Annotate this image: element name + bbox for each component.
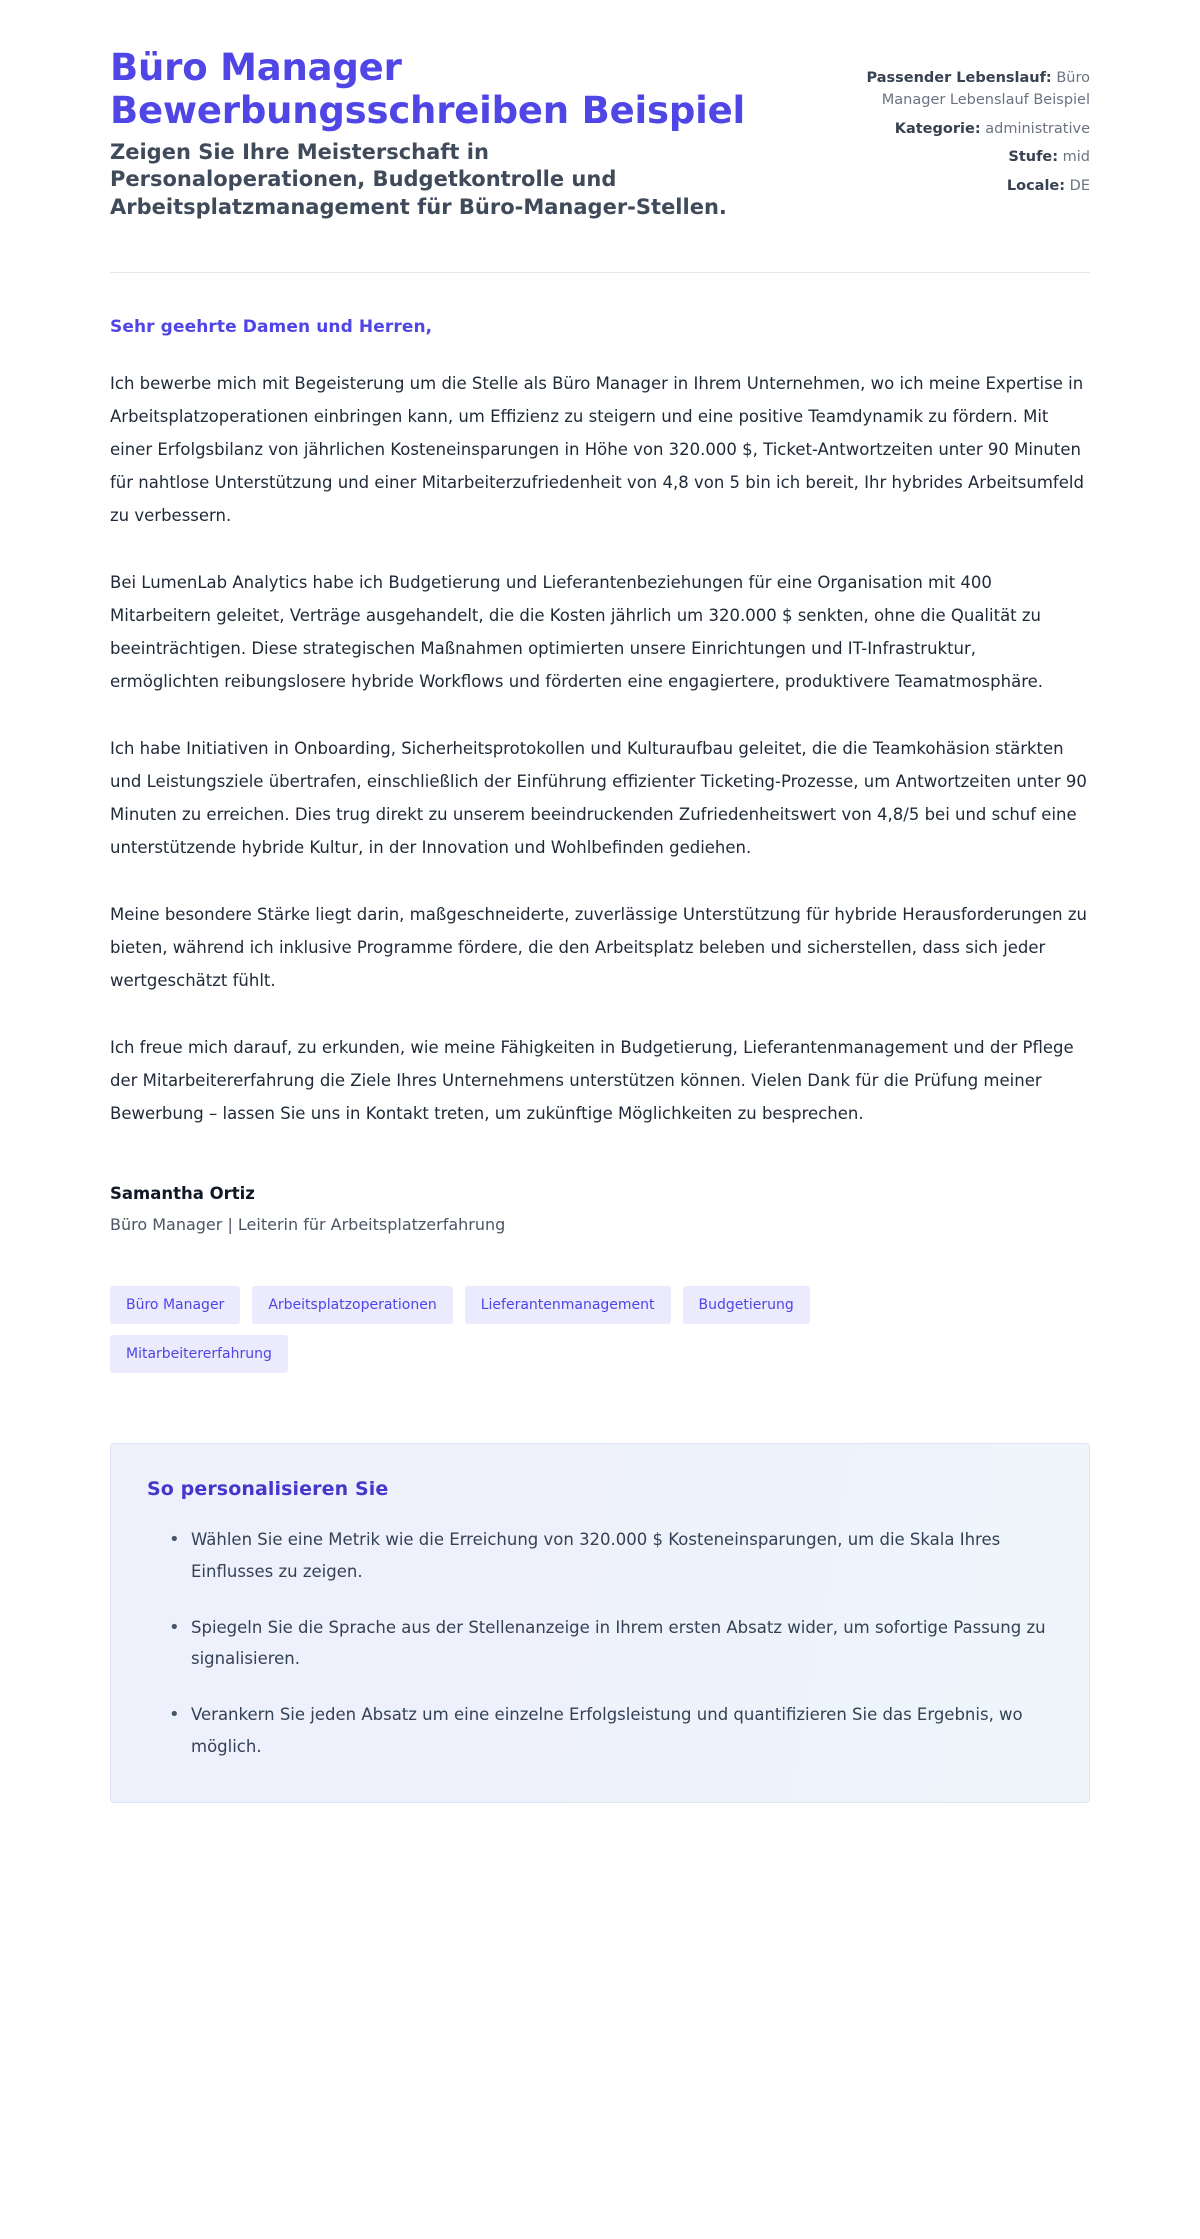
page-subtitle: Zeigen Sie Ihre Meisterschaft in Personaloperationen, Budgetkontrolle und Arbeitsplatzmanagement für Büro-Manager-Stellen. [110,139,727,220]
tag-chip[interactable]: Lieferantenmanagement [465,1286,671,1324]
header-title-block [110,46,770,222]
letter-paragraph: Meine besondere Stärke liegt darin, maßgeschneiderte, zuverlässige Unterstützung für hybride Herausforderungen zu bieten, während ich inklusive Programme fördere, die den Arbeitsplatz beleben und sicherstellen, dass sich jeder wertgeschätzt fühlt. [110,905,1087,991]
callout-title: So personalisieren Sie [147,1478,389,1501]
document-metadata [840,46,1090,200]
meta-category-label: Kategorie: [894,120,981,137]
meta-level [840,147,1090,169]
callout-tip-list [147,1524,1053,1762]
personalization-callout [110,1443,1090,1803]
signature-name: Samantha Ortiz [110,1184,255,1204]
meta-level-label: Stufe: [1008,149,1059,166]
meta-matching-resume-label: Passender Lebenslauf: [866,70,1052,86]
meta-level-value: mid [1062,149,1090,166]
letter-salutation: Sehr geehrte Damen und Herren, [110,317,433,338]
letter-paragraph: Bei LumenLab Analytics habe ich Budgetierung und Lieferantenbeziehungen für eine Organisation mit 400 Mitarbeitern geleitet, Verträge ausgehandelt, die die Kosten jährlich um 320.000 $ senkten, ohne die Qualität zu beeinträchtigen. Diese strategischen Maßnahmen optimierten unsere Einrichtungen und IT-Infrastruktur, ermöglichten reibungslosere hybride Workflows und förderten eine engagiertere, produktivere Teamatmosphäre. [110,573,1044,692]
tag-list [110,1286,970,1373]
callout-tip-item: • Wählen Sie eine Metrik wie die Erreichung von 320.000 $ Kosteneinsparungen, um die Skala Ihres Einflusses zu zeigen. [169,1524,1053,1587]
signature-role: Büro Manager | Leiterin für Arbeitsplatzerfahrung [110,1215,506,1235]
meta-matching-resume [840,68,1090,112]
letter-paragraph: Ich freue mich darauf, zu erkunden, wie meine Fähigkeiten in Budgetierung, Lieferantenmanagement und der Pflege der Mitarbeitererfahrung die Ziele Ihres Unternehmens unterstützen können. Vielen Dank für die Prüfung meiner Bewerbung – lassen Sie uns in Kontakt treten, um zukünftige Möglichkeiten zu besprechen. [110,1038,1074,1124]
meta-locale [840,176,1090,198]
meta-locale-value: DE [1069,178,1090,194]
tag-chip[interactable]: Büro Manager [110,1286,240,1324]
meta-locale-label: Locale: [1006,178,1066,194]
meta-matching-resume-value: Büro Manager Lebenslauf Beispiel [881,70,1090,108]
letter-paragraph: Ich bewerbe mich mit Begeisterung um die Stelle als Büro Manager in Ihrem Unternehmen, wo ich meine Expertise in Arbeitsplatzoperationen einbringen kann, um Effizienz zu steigern und eine positive Teamdynamik zu fördern. Mit einer Erfolgsbilanz von jährlichen Kosteneinsparungen in Höhe von 320.000 $, Ticket-Antwortzeiten unter 90 Minuten für nahtlose Unterstützung und einer Mitarbeiterzufriedenheit von 4,8 von 5 bin ich bereit, Ihr hybrides Arbeitsumfeld zu verbessern. [110,374,1084,526]
letter-paragraph: Ich habe Initiativen in Onboarding, Sicherheitsprotokollen und Kulturaufbau geleitet, die die Teamkohäsion stärkten und Leistungsziele übertrafen, einschließlich der Einführung effizienter Ticketing-Prozesse, um Antwortzeiten unter 90 Minuten zu erreichen. Dies trug direkt zu unserem beeindruckenden Zufriedenheitswert von 4,8/5 bei und schuf eine unterstützende hybride Kultur, in der Innovation und Wohlbefinden gediehen. [110,739,1087,858]
cover-letter-body [110,273,1090,1130]
meta-category [840,119,1090,141]
tag-chip[interactable]: Mitarbeitererfahrung [110,1335,288,1373]
callout-tip-item: • Verankern Sie jeden Absatz um eine einzelne Erfolgsleistung und quantifizieren Sie das Ergebnis, wo möglich. [169,1699,1053,1762]
page-title: Büro Manager Bewerbungsschreiben Beispiel [110,46,745,133]
tag-chip[interactable]: Budgetierung [683,1286,810,1324]
callout-tip-item: • Spiegeln Sie die Sprache aus der Stellenanzeige in Ihrem ersten Absatz wider, um sofortige Passung zu signalisieren. [169,1612,1053,1675]
tag-chip[interactable]: Arbeitsplatzoperationen [252,1286,452,1324]
document-header [110,46,1090,222]
signature-block [110,1184,1090,1234]
meta-category-value: administrative [985,120,1090,137]
